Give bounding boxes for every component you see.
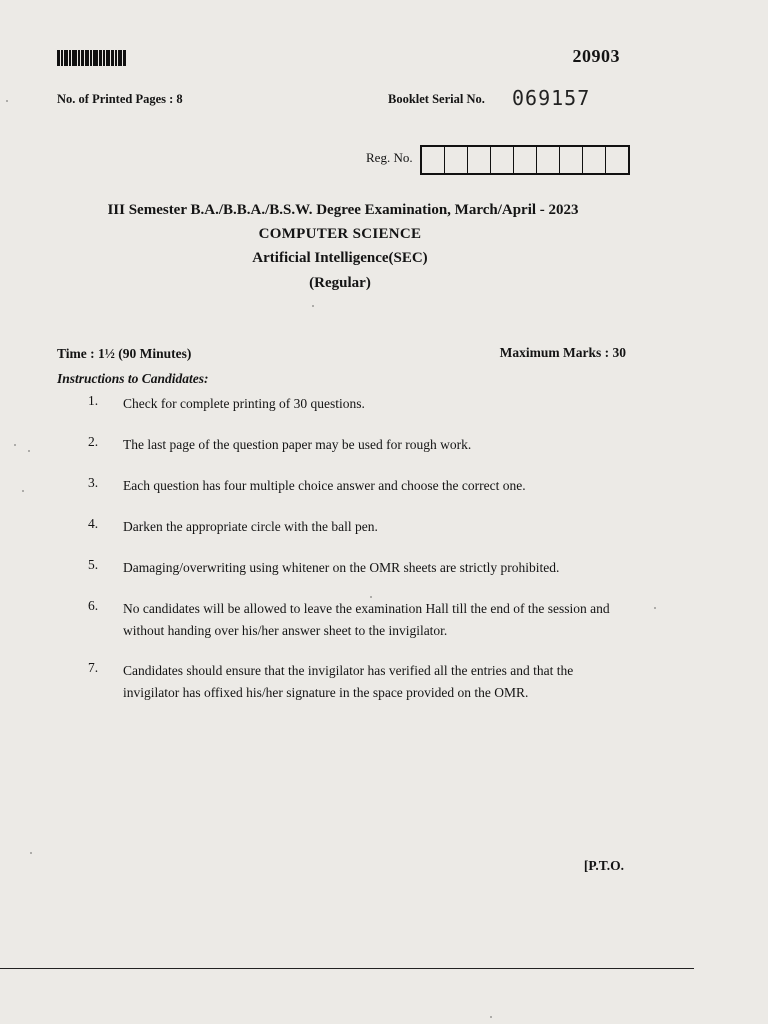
reg-no-box[interactable] [537,147,560,173]
instruction-number: 3. [88,475,99,490]
scan-speck [28,450,30,452]
instruction-number: 6. [88,598,99,613]
instruction-text: Candidates should ensure that the invigilator has verified all the entries and that the invigilator has offixed his/her signature in the space provided on the OMR. [123,663,574,700]
scan-speck [22,490,24,492]
reg-no-boxes[interactable] [420,145,630,175]
subject-title: COMPUTER SCIENCE [258,226,422,242]
instruction-text: The last page of the question paper may be used for rough work. [123,437,472,452]
instruction-number: 4. [88,516,99,531]
reg-no-box[interactable] [560,147,583,173]
instruction-item [88,434,628,456]
printed-pages: No. of Printed Pages : 8 [57,92,183,106]
reg-no-box[interactable] [491,147,514,173]
scan-speck [14,444,16,446]
instruction-text: Each question has four multiple choice answer and choose the correct one. [123,478,526,493]
reg-no-box[interactable] [583,147,606,173]
scan-speck [6,100,8,102]
instruction-number: 2. [88,434,99,449]
instruction-number: 7. [88,660,99,675]
scan-speck [30,852,32,854]
instruction-item [88,557,628,579]
reg-no-box[interactable] [422,147,445,173]
instructions-heading: Instructions to Candidates: [57,371,209,386]
scan-speck [312,305,314,307]
reg-no-label: Reg. No. [366,150,413,165]
reg-no-box[interactable] [514,147,537,173]
scan-speck [654,607,656,609]
booklet-serial-label: Booklet Serial No. [388,92,485,106]
bottom-rule [0,968,694,969]
reg-no-box[interactable] [445,147,468,173]
maximum-marks: Maximum Marks : 30 [499,345,626,360]
please-turn-over: [P.T.O. [583,858,624,873]
time-allowed: Time : 1½ (90 Minutes) [57,346,192,361]
barcode [57,50,129,66]
instruction-number: 1. [88,393,99,408]
paper-title: Artificial Intelligence(SEC) [252,250,428,266]
instruction-item [88,475,628,497]
reg-no-box[interactable] [468,147,491,173]
reg-no-box[interactable] [606,147,628,173]
instruction-item [88,393,628,415]
instruction-item [88,598,628,642]
exam-title: III Semester B.A./B.B.A./B.S.W. Degree Examination, March/April - 2023 [107,202,579,218]
instruction-text: No candidates will be allowed to leave the examination Hall till the end of the session and without handing over his/her answer sheet to the invigilator. [123,601,610,638]
instruction-text: Damaging/overwriting using whitener on the OMR sheets are strictly prohibited. [123,560,560,575]
instruction-text: Darken the appropriate circle with the ball pen. [123,519,378,534]
instruction-number: 5. [88,557,99,572]
scheme-label: (Regular) [309,275,371,291]
instruction-item [88,660,628,704]
booklet-serial-number: 069157 [512,86,591,110]
scan-speck [490,1016,492,1018]
instruction-item [88,516,628,538]
instruction-text: Check for complete printing of 30 questions. [123,396,365,411]
paper-code: 20903 [572,46,620,66]
